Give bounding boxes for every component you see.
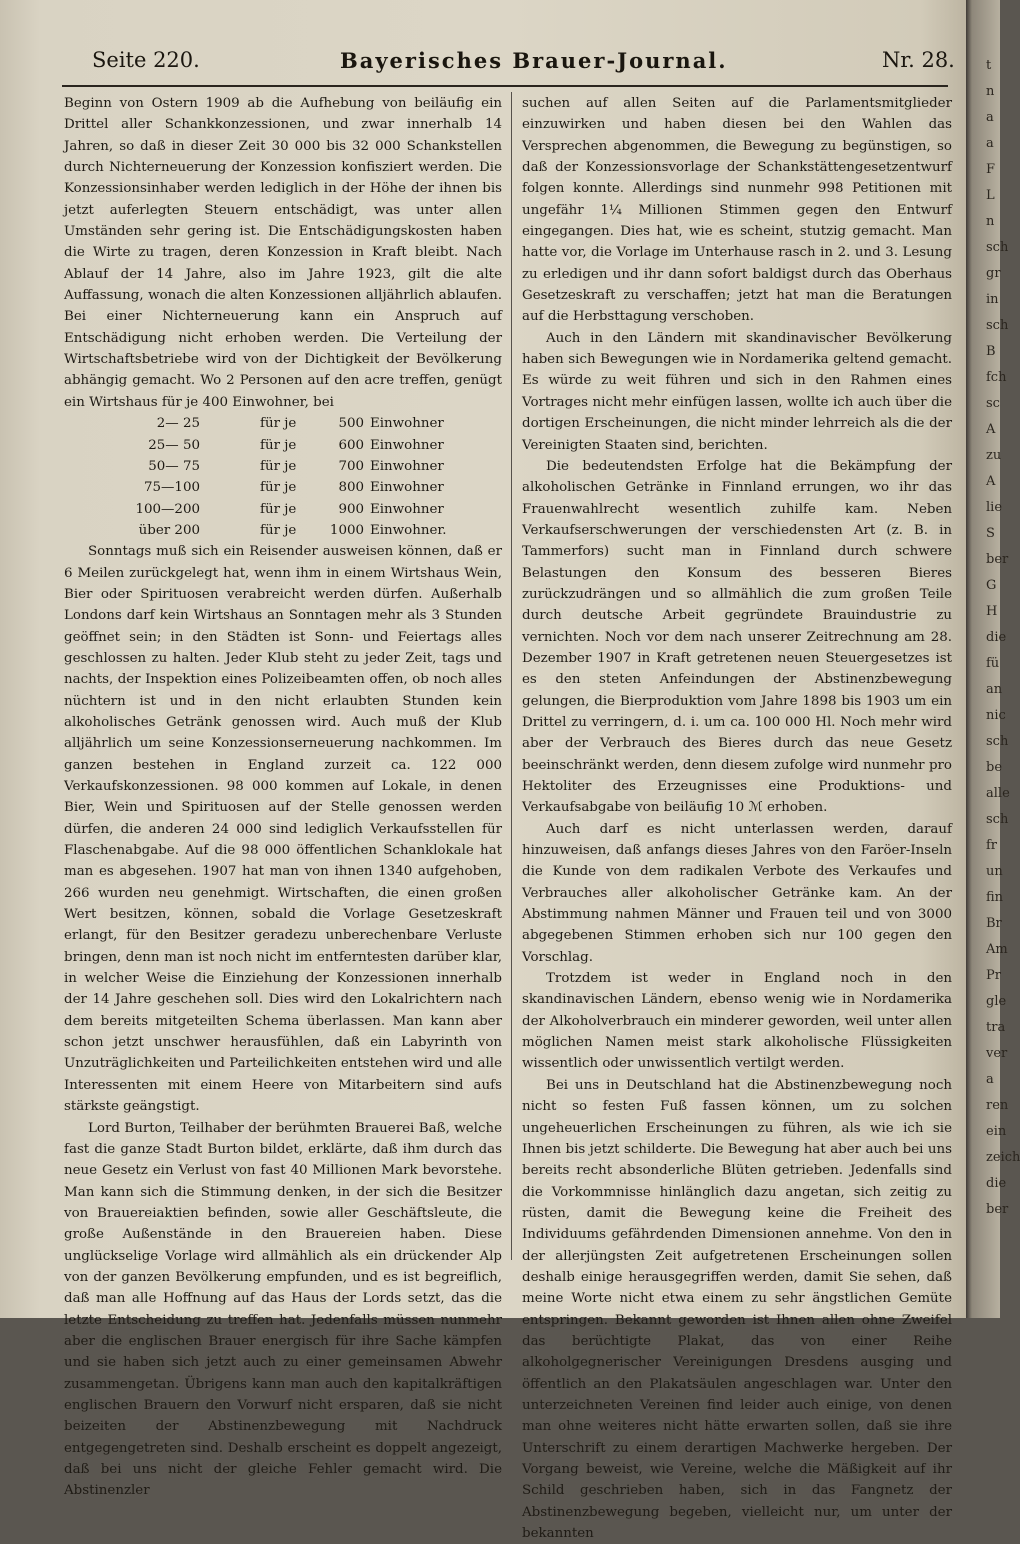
table-cell-fuer: für je — [260, 501, 297, 517]
next-page-fragment: un — [986, 864, 1003, 879]
paragraph: Lord Burton, Teilhaber der berühmten Brauerei Baß, welche fast die ganze Stadt Burton bildet, erklärte, daß ihm durch das neue Gesetz ein Verlust von fast 40 Millionen Mark bevorstehe. Man kann sich die Stimmung denken, in der sich die Besitzer von Brauereiaktien befinden, sowie aller Geschäftsleute, die große Außenstände in den Brauereien haben. Diese unglückselige Vorlage wird allmählich als ein drückender Alp von der ganzen Bevölkerung empfunden, und es ist begreiflich, daß man alle Hoffnung auf das Haus der Lords setzt, das die letzte Entscheidung zu treffen hat. Jedenfalls müssen nunmehr aber die englischen Brauer energisch für ihre Sache kämpfen und sie haben sich jetzt auch zu einer gemeinsamen Abwehr zusammengetan. Übrigens kann man auch den kapitalkräftigen englischen Brauern den Vorwurf nicht ersparen, daß sie nicht beizeiten der Abstinenzbewegung mit Nachdruck entgegengetreten sind. Deshalb erscheint es doppelt angezeigt, daß bei uns nicht der gleiche Fehler gemacht wird. Die Abstinenzler — [64, 1120, 502, 1499]
next-page-fragment: fü — [986, 656, 1000, 671]
paragraph: Auch in den Ländern mit skandinavischer Bevölkerung haben sich Bewegungen wie in Nordamerika geltend gemacht. Es würde zu weit führen und sich in den Rahmen eines Vortrages nicht mehr einfügen lassen, wollte ich auch über die dortigen Erscheinungen, die nicht minder lehrreich als die der Vereinigten Staaten sind, berichten. — [522, 330, 952, 453]
next-page-fragment: ren — [986, 1098, 1009, 1113]
next-page-fragment: fch — [986, 370, 1007, 385]
table-row — [64, 456, 447, 477]
table-cell-value: 500 — [338, 416, 364, 432]
next-page-fragment: sch — [986, 812, 1009, 827]
table-row — [64, 413, 447, 434]
table-row — [64, 435, 447, 456]
table-row — [64, 520, 447, 541]
next-page-fragment: A — [986, 474, 996, 489]
next-page-fragment: fin — [986, 890, 1004, 905]
next-page-fragment: A — [986, 422, 996, 437]
next-page-fragment: fr — [986, 838, 998, 853]
next-page-fragment: an — [986, 682, 1003, 697]
table-cell-fuer: für je — [260, 458, 297, 474]
next-page-fragment: die — [986, 630, 1007, 645]
next-page-fragment: nic — [986, 708, 1006, 723]
next-page-fragment: zu — [986, 448, 1002, 463]
paragraph: suchen auf allen Seiten auf die Parlamentsmitglieder einzuwirken und haben diesen bei den Wahlen das Versprechen abgenommen, die Bewegung zu begünstigen, so daß der Konzessionsvorlage der Schankstättengesetzentwurf folgen konnte. Allerdings sind nunmehr 998 Petitionen mit ungefähr 1¼ Millionen Stimmen gegen den Entwurf eingegangen. Dies hat, wie es scheint, stutzig gemacht. Man hatte vor, die Vorlage im Unterhause rasch in 2. und 3. Lesung zu erledigen und ihr dann sofort baldigst durch das Oberhaus Gesetzeskraft zu verschaffen; jetzt hat man die Beratungen auf die Herbsttagung verschoben. — [522, 96, 952, 325]
next-page-fragment: G — [986, 578, 997, 593]
issue-number: Nr. 28. — [882, 48, 955, 72]
next-page-fragment: t — [986, 58, 992, 73]
table-cell-value: 900 — [338, 501, 364, 517]
next-page-fragment: zeich — [986, 1150, 1020, 1165]
next-page-fragment: ver — [986, 1046, 1008, 1061]
next-page-fragment: in — [986, 292, 999, 307]
next-page-fragment: ein — [986, 1124, 1007, 1139]
next-page-fragment: n — [986, 214, 995, 229]
table-cell-range: 50— 75 — [148, 458, 200, 474]
next-page-fragment: L — [986, 188, 995, 203]
next-page-fragment: gle — [986, 994, 1007, 1009]
next-page-edge — [966, 0, 1020, 1318]
next-page-fragment: die — [986, 1176, 1007, 1191]
table-cell-range: über 200 — [138, 522, 200, 538]
table-cell-unit: Einwohner — [370, 416, 444, 432]
next-page-fragment: B — [986, 344, 996, 359]
next-page-fragment: gr — [986, 266, 1001, 281]
table-cell-range: 25— 50 — [148, 437, 200, 453]
next-page-fragment: sch — [986, 734, 1009, 749]
table-cell-fuer: für je — [260, 437, 297, 453]
table-cell-unit: Einwohner — [370, 458, 444, 474]
next-page-fragment: H — [986, 604, 998, 619]
next-page-fragment: sch — [986, 318, 1009, 333]
table-cell-value: 800 — [338, 480, 364, 496]
next-page-fragment: Pr — [986, 968, 1001, 983]
table-cell-value: 600 — [338, 437, 364, 453]
paragraph: Trotzdem ist weder in England noch in den skandinavischen Ländern, ebenso wenig wie in Nordamerika der Alkoholverbrauch ein minderer geworden, weil unter allen möglichen Namen meist stark alkoholische Flüssigkeiten wissentlich oder unwissentlich vertilgt werden. — [522, 971, 952, 1072]
paragraph: Auch darf es nicht unterlassen werden, darauf hinzuweisen, daß anfangs dieses Jahres von den Faröer-Inseln die Kunde von dem radikalen Verbote des Verkaufes und Verbrauches aller alkoholischer Getränke kam. An der Abstimmung nahmen Männer und Frauen teil und von 3000 abgegebenen Stimmen erhoben sich nur 100 gegen den Vorschlag. — [522, 821, 952, 965]
next-page-fragment: Br — [986, 916, 1002, 931]
paragraph: Sonntags muß sich ein Reisender ausweisen können, daß er 6 Meilen zurückgelegt hat, wenn ihm in einem Wirtshaus Wein, Bier oder Spirituosen verabreicht werden dürfen. Außerhalb Londons darf kein Wirtshaus an Sonntagen mehr als 3 Stunden geöffnet sein; in den Städten ist Sonn- und Feiertags alles geschlossen zu halten. Jeder Klub steht zu jeder Zeit, tags und nachts, der Inspektion eines Polizeibeamten offen, ob noch alles nüchtern ist und in den nicht erlaubten Stunden kein alkoholisches Getränk genossen wird. Auch muß der Klub alljährlich um seine Konzessionserneuerung nachkommen. Im ganzen bestehen in England zurzeit ca. 122 000 Verkaufskonzessionen. 98 000 kommen auf Lokale, in denen Bier, Wein und Spirituosen auf der Stelle genossen werden dürfen, die anderen 24 000 sind lediglich Verkaufsstellen für Flaschenabgabe. Auf die 98 000 öffentlichen Schanklokale hat man es abgesehen. 1907 hat man von ihnen 1340 aufgehoben, 266 wurden neu genehmigt. Wirtschaften, die einen großen Wert besitzen, können, sobald die Vorlage Gesetzeskraft erlangt, für den Besitzer geradezu unberechenbare Verluste bringen, denn man ist noch nicht im entferntesten darüber klar, in welcher Weise die Einziehung der Konzessionen innerhalb der 14 Jahre geschehen soll. Dies wird den Lokalrichtern nach dem bereits mitgeteilten Schema überlassen. Man kann aber schon jetzt unschwer herausfühlen, daß ein Labyrinth von Unzuträglichkeiten und Parteilichkeiten entstehen wird und alle Interessenten mit einem Heere von Mitarbeitern sind aufs stärkste geängstigt. — [64, 544, 502, 1115]
next-page-fragment: sch — [986, 240, 1009, 255]
table-row — [64, 499, 447, 520]
paragraph: Bei uns in Deutschland hat die Abstinenzbewegung noch nicht so festen Fuß fassen können, um zu solchen ungeheuerlichen Erscheinungen zu führen, als wie ich sie Ihnen bis jetzt schilderte. Die Bewegung hat aber auch bei uns bereits recht absonderliche Blüten getrieben. Jedenfalls sind die Vorkommnisse hinlänglich dazu angetan, sich zeitig zu rüsten, damit die Bewegung keine die Freiheit des Individuums gefährdenden Dimensionen annehme. Von den in der allerjüngsten Zeit aufgetretenen Erscheinungen sollen deshalb einige herausgegriffen werden, damit Sie sehen, daß meine Worte nicht etwa einem zu sehr ängstlichen Gemüte entspringen. Bekannt geworden ist Ihnen allen ohne Zweifel das berüchtigte Plakat, das von einer Reihe alkoholgegnerischer Vereinigungen Dresdens ausging und öffentlich an den Plakatsäulen angeschlagen war. Unter den unterzeichneten Vereinen find leider auch einige, von denen man ohne weiteres nicht hätte erwarten sollen, daß sie ihre Unterschrift zu einem derartigen Machwerke hergeben. Der Vorgang beweist, wie Vereine, welche die Mäßigkeit auf ihr Schild geschrieben haben, sich in das Fangnetz der Abstinenzbewegung begeben, vielleicht nur, um unter der bekannten — [522, 1077, 952, 1542]
table-cell-unit: Einwohner — [370, 501, 444, 517]
paragraph: Beginn von Ostern 1909 ab die Aufhebung von beiläufig ein Drittel aller Schankkonzessionen, und zwar innerhalb 14 Jahren, so daß in dieser Zeit 30 000 bis 32 000 Schankstellen durch Nichterneuerung der Konzession konfisziert werden. Die Konzessionsinhaber werden lediglich in der Höhe der ihnen bis jetzt auferlegten Steuern entschädigt, was unter allen Umständen sehr gering ist. Die Entschädigungskosten haben die Wirte zu tragen, deren Konzession in Kraft bleibt. Nach Ablauf der 14 Jahre, also im Jahre 1923, gilt die alte Auffassung, wonach die alten Konzessionen alljährlich ablaufen. Bei einer Nichterneuerung kann ein Anspruch auf Entschädigung nicht erhoben werden. Die Verteilung der Wirtschaftsbetriebe wird von der Dichtigkeit der Bevölkerung abhängig gemacht. Wo 2 Personen auf den acre treffen, genügt ein Wirtshaus für je 400 Einwohner, bei — [64, 96, 502, 410]
paragraph: Die bedeutendsten Erfolge hat die Bekämpfung der alkoholischen Getränke in Finnland errungen, wo ihr das Frauenwahlrecht wesentlich zuhilfe kam. Neben Verkaufserschwerungen der verschiedensten Art (z. B. in Tammerfors) sucht man in Finnland durch schwere Belastungen den Konsum des besseren Bieres zurückzudrängen und so allmählich die zum großen Teile durch deutsche Arbeit gegründete Brauindustrie zu vernichten. Noch vor dem nach unserer Zeitrechnung am 28. Dezember 1907 in Kraft getretenen neuen Steuergesetzes ist es den steten Anfeindungen der Abstinenzbewegung gelungen, die Bierproduktion vom Jahre 1898 bis 1903 um ein Drittel zu verringern, d. i. um ca. 100 000 Hl. Noch mehr wird aber der Verbrauch des Bieres durch das neue Gesetz beeinschränkt werden, denn diesem zufolge wird nunmehr pro Hektoliter des Erzeugnisses eine Produktions- und Verkaufsabgabe von beiläufig 10 ℳ erhoben. — [522, 458, 952, 816]
table-cell-range: 2— 25 — [156, 416, 200, 432]
next-page-fragment: n — [986, 84, 995, 99]
next-page-fragment: F — [986, 162, 996, 177]
right-column — [522, 93, 952, 1544]
table-cell-unit: Einwohner — [370, 437, 444, 453]
next-page-fragment: lie — [986, 500, 1003, 515]
table-cell-fuer: für je — [260, 522, 297, 538]
next-page-fragment: a — [986, 1072, 994, 1087]
next-page-fragment: ber — [986, 552, 1009, 567]
next-page-fragment: sc — [986, 396, 1000, 411]
next-page-fragment: Am — [986, 942, 1008, 957]
table-cell-unit: Einwohner. — [370, 522, 447, 538]
journal-title: Bayerisches Brauer-Journal. — [340, 48, 728, 73]
table-row — [64, 477, 447, 498]
next-page-fragment: S — [986, 526, 995, 541]
next-page-fragment: tra — [986, 1020, 1006, 1035]
table-cell-value: 1000 — [329, 522, 364, 538]
table-cell-unit: Einwohner — [370, 480, 444, 496]
next-page-fragment: a — [986, 136, 994, 151]
next-page-fragment: ber — [986, 1202, 1009, 1217]
table-cell-range: 100—200 — [135, 501, 200, 517]
page-number: Seite 220. — [92, 48, 200, 72]
next-page-fragment: be — [986, 760, 1003, 775]
next-page-fragment: a — [986, 110, 994, 125]
table-cell-fuer: für je — [260, 416, 297, 432]
table-cell-range: 75—100 — [144, 480, 200, 496]
left-column — [64, 93, 502, 1502]
population-table — [64, 413, 447, 541]
table-cell-fuer: für je — [260, 480, 297, 496]
table-cell-value: 700 — [338, 458, 364, 474]
next-page-fragment: alle — [986, 786, 1010, 801]
column-divider — [511, 92, 512, 1260]
header-rule — [62, 85, 948, 87]
